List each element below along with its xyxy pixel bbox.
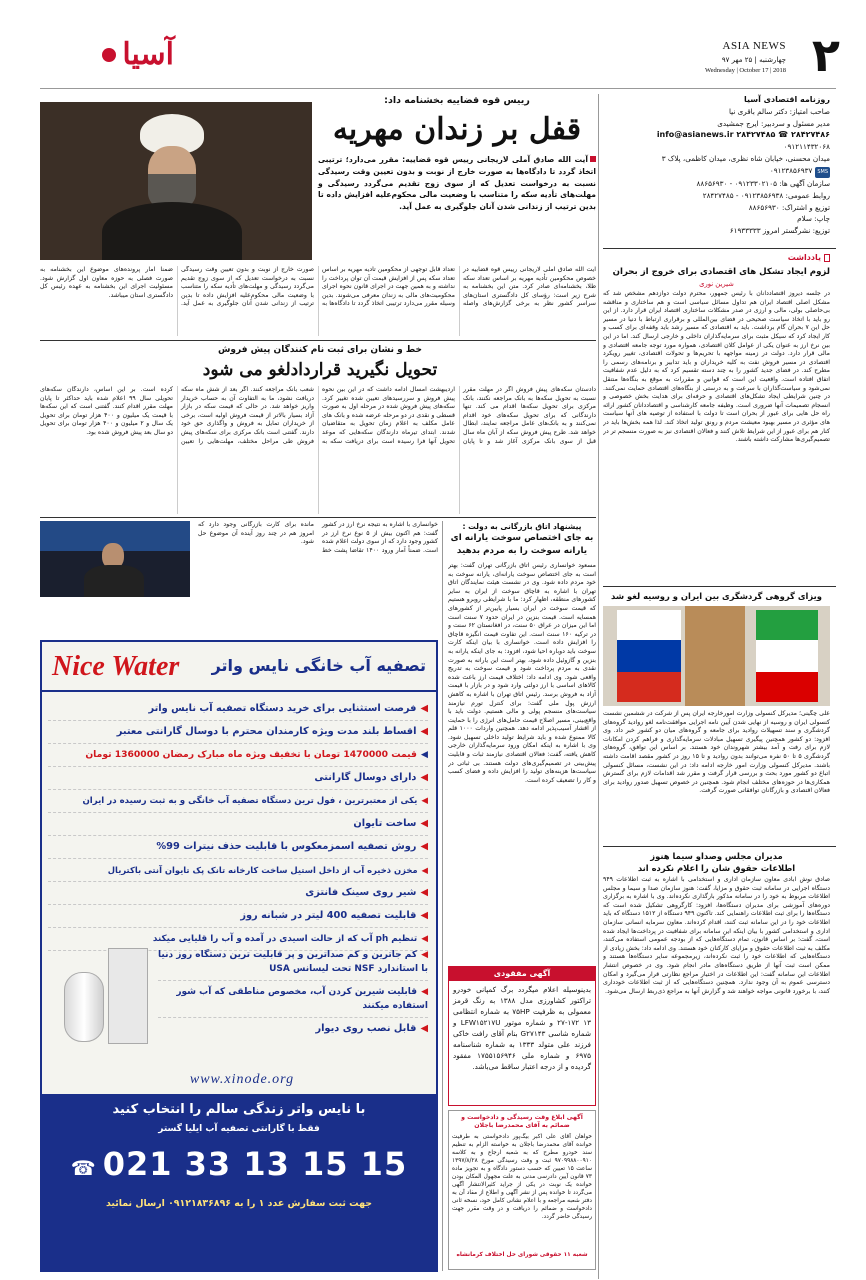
ad-item (158, 981, 428, 1018)
lost-text: بدینوسیله اعلام میگردد برگ کمپانی خودرو تراکتور کشاورزی مدل ۱۳۸۸ به رنگ قرمز معمولی به ظرفیت ۷۵HP به شماره انتظامی ۱۳ ۱۷۲-۲۷ و شماره موتور LFW۱۵۲۱۷U و شماره شاسی G۲۷۱۴۳ بنام آقای رافت خاکی فرزند علی متولد ۱۳۳۳ به شماره شناسنامه ۶۹۷۵ و شماره ملی ۱۷۵۵۱۵۶۹۴۶ مفقود گردیده و از درجه اعتبار ساقط می‌باشد. (453, 985, 591, 1071)
ad-item (48, 882, 428, 905)
photo-caption: خوانساری با اشاره به نتیجه نرخ ارز در کشور گفت: هم اکنون بیش از ۵ نوع نرخ ارز در کشور وجود دارد که از سوی دولت اعلام شده است. ضمناً آمار ورود ۱۴۰۰ تقاضا پشت خط مانده برای کارت بازرگانی وجود دارد که امروز هم در چند روز آینده آن موضوع حل شود. (198, 521, 438, 554)
cleric-robe (102, 202, 242, 260)
story-body: آیت الله صادق آملی لاریجانی رییس قوه قضاییه در خصوص محکومین تأدیه مهریه بر اساس تعداد سکه طلا، بخشنامه‌ای صادر کرد. متن این بخشنامه به شرح زیر است: رؤسای کل دادگستری استان‌های سراسر کشور نظر به برخی گزارش‌های واصله تعداد قابل توجهی از محکومین تأدیه مهریه بر اساس تعداد سکه پس از افزایش قیمت آن توان پرداخت را نداشته و به همین جهت در اجرای قانون نحوه اجرای محکومیت‌های مالی به زندان معرفی می‌شوند. بدین وسیله مقرر می‌دارد ترتیبی اتخاذ گردد تا دادگاه‌ها به صورت خارج از نوبت و بدون تعیین وقت رسیدگی نسبت به درخواست تعدیل که از سوی زوج تقدیم می‌گردد رسیدگی و مهلت‌های تأدیه سکه را متناسب با وضعیت مالی محکوم‌علیه افزایش داده تا بدین ترتیب از زندانی شدن آنان جلوگیری به عمل آید. ضمناً آمار پرونده‌های موضوع این بخشنامه به صورت فصلی به حوزه معاون اول گزارش شود. مسئولیت اجرای این بخشنامه به عهده رئیس کل دادگستری استان میباشد. (40, 266, 596, 308)
coin-story (40, 344, 596, 514)
logo-swoosh (102, 48, 116, 62)
check-icon: ◀ (420, 1023, 428, 1034)
salary-title-2: اطلاعات حقوق شان را اعلام نکرده اند (637, 863, 796, 873)
imprint-line: مدیر مسئول و سردبیر: ایرج جمشیدی (717, 118, 830, 128)
salary-title-1: مدیران مجلس وصداو سیما هنوز (650, 851, 783, 861)
note-label-text: یادداشت (787, 253, 821, 262)
fuel-kicker: پیشنهاد اتاق بازرگانی به دولت : (462, 522, 582, 531)
ad-item-text: قیمت 1470000 تومان با تخفیف ویژه ماه مبارک رمضان 1360000 تومان (85, 749, 417, 760)
visa-photo (603, 606, 830, 706)
lead-marker-icon (590, 156, 596, 162)
nice-water-ad[interactable] (40, 640, 438, 1272)
ad-slogan-2: فقط با گارانتی تصفیه آب ایلیا گستر (158, 1124, 320, 1134)
story-kicker: رییس قوه قضاییه بخشنامه داد: (384, 95, 530, 106)
imprint-line: صاحب امتیاز: دکتر سالم باقری نیا (728, 107, 830, 116)
ad-item-text: قابلیت شیرین کردن آب، مخصوص مناطقی که آب شور استفاده میکنند (176, 987, 428, 1011)
ad-website[interactable]: www.xinode.org (189, 1072, 295, 1087)
check-icon: ◀ (421, 934, 428, 944)
legal-footer: شعبه ۱۱ حقوقی شورای حل اختلاف کرمانشاه (456, 1251, 588, 1258)
cleric-photo (40, 102, 312, 260)
date-fa: چهارشنبه | ۲۵ مهر ۹۷ (721, 56, 786, 64)
imprint-line: روابط عمومی: ۰۹۱۲۳۸۵۶۹۳۸ - ۲۸۴۲۷۴۸۵ (702, 190, 830, 200)
story-lead-text: آیت الله صادق آملی لاریجانی رییس قوه قضاییه: مقرر می‌دارد؛ ترتیبی اتخاذ گردد تا دادگاه‌ها به صورت خارج از نوبت و بدون تعیین وقت رسیدگی نسبت به درخواست تعدیل که از سوی زوج تقدیم می‌گردد رسیدگی و مهلت‌های تأدیه سکه را متناسب با وضعیت مالی محکوم‌علیه افزایش داده تا بدین ترتیب از زندانی شدن آنان جلوگیری به عمل آید. (318, 155, 596, 212)
ad-item-text: فرصت استثنایی برای خرید دستگاه تصفیه آب نایس واتر (148, 703, 417, 714)
ad-title: تصفیه آب خانگی نایس واتر (211, 656, 426, 675)
ad-item-text: دارای دوسال گارانتی (314, 772, 417, 783)
ad-item (158, 944, 428, 981)
ad-item (48, 813, 428, 836)
check-icon: ◀ (420, 726, 428, 737)
page-number: ۲ (811, 28, 840, 82)
ad-phone-text: 021 33 13 15 15 (102, 1145, 408, 1183)
legal-notice (448, 1110, 596, 1270)
check-icon: ◀ (420, 841, 428, 852)
note-author: شیرین نوری (699, 280, 734, 288)
ad-sms: جهت ثبت سفارش عدد ۱ را به ۰۹۱۲۱۸۳۶۸۹۶ ارسال نمائید (105, 1198, 373, 1209)
logo (104, 38, 174, 78)
ad-item (48, 859, 428, 882)
imprint-line: توزیع و اشتراک: ۸۸۶۵۶۹۳۰ (748, 202, 830, 212)
ad-item (48, 790, 428, 813)
ad-footer (42, 1094, 436, 1270)
ad-item (48, 744, 428, 767)
ad-item (158, 1018, 428, 1040)
note-section (603, 252, 830, 582)
imprint-line: ۰۹۱۲۱۱۴۳۲۰۶۸ (783, 142, 830, 152)
imprint-line: سازمان آگهی ها: ۰۹۱۲۳۳۰۲۱۰۵ - ۸۸۶۵۶۹۳۰ (696, 179, 830, 189)
wood-panel (685, 606, 745, 706)
imprint-line: توزیع: نشرگستر امروز ۶۱۹۳۳۳۳۳ (729, 226, 830, 236)
ad-item-text: اقساط بلند مدت ویژه کارمندان محترم با دوسال گارانتی معتبر (116, 726, 417, 737)
khansari-photo (40, 521, 190, 597)
check-icon: ◀ (421, 865, 428, 875)
visa-section (603, 590, 830, 840)
ad-item-text: قابلیت تصفیه 400 لیتر در شبانه روز (240, 910, 417, 921)
note-marker-icon (824, 254, 830, 262)
tank-icon (64, 972, 104, 1042)
ad-item-text: مخزن ذخیره آب از داخل استیل ساخت کارخانه تانک پک تایوان آنتی باکتریال (107, 865, 418, 875)
legal-title: آگهی ابلاغ وقت رسیدگی و دادخواست و ضمائم به آقای محمدرضا باجلان (461, 1114, 583, 1130)
photo-caption-bottom (40, 600, 190, 630)
coin-title: تحویل نگیرید قراردادلغو می شود (202, 360, 438, 380)
date-en: Wednesday | October 17 | 2018 (705, 67, 786, 74)
person-suit (84, 565, 144, 597)
visa-title: ویزای گروهی گردشگری بین ایران و روسیه لغو شد (611, 591, 822, 601)
imprint-title: روزنامه اقتصادی آسیا (743, 95, 830, 104)
check-icon: ◀ (420, 818, 428, 829)
check-icon: ◀ (420, 703, 428, 714)
lost-label: آگهی مفقودی (449, 967, 595, 981)
ad-item-text: شیر روی سینک فانتزی (305, 887, 417, 898)
note-label (603, 252, 830, 264)
visa-body: علی چگینی؛ مدیرکل کنسولی وزارت امورخارجه ایران پس از شرکت در ششمین نشست کنسولی ایران و روسیه از نهایی شدن آیین نامه اجرایی موافقت‌نامه لغو روادید گروه‌های گردشگری و سند تسهیلات روادید برای جامعه و گروه‌های میان دو کشور خبر داد. وی افزود: دو کشور همچنین پیگیری تسهیل مبادلات سرمایه‌گذاری و فراهم کردن امکانات لازم برای رفت و آمد بیشتر شهروندان خود هستند. بر اساس این توافق، گروه‌های گردشگری ۵ تا ۵۰ نفره می‌توانند بدون روادید و تا ۱۵ روز در کشور مقصد اقامت داشته باشند. مدیرکل کنسولی وزارت امور خارجه ادامه داد: در این نشست، مسائل کنسولی اتباع دو کشور مورد بحث و بررسی قرار گرفت و مقرر شد اقدامات لازم برای گسترش همکاری‌ها در حوزه‌های مختلف انجام شود. همچنین در خصوص تسهیل صدور روادید برای فعالان اقتصادی و بازرگانان توافقاتی صورت گرفت. (603, 710, 830, 795)
imprint-contact[interactable]: ۲۸۴۲۷۴۸۶ ☎ ۲۸۴۲۷۴۸۵ info@asianews.ir (656, 130, 830, 140)
phone-icon: ☎ (70, 1156, 97, 1180)
check-icon: ◀ (420, 749, 428, 760)
ad-list-lower (158, 944, 428, 1040)
ad-item-text: کم جاترین و کم صداترین و پر قابلیت ترین دستگاه روز دنیا با استاندارد NSF تحت لیسانس USA (158, 950, 428, 974)
ad-slogan-1: با نایس واتر زندگی سالم را انتخاب کنید (112, 1102, 366, 1117)
imprint-line: ۰۹۱۲۳۸۵۶۹۳۷ (769, 165, 813, 175)
brand-en: ASIA NEWS (722, 40, 786, 52)
ad-list (48, 698, 428, 951)
logo-text: آسیا (122, 37, 174, 72)
ad-item (48, 721, 428, 744)
coin-kicker: خط و نشان برای ثبت نام کنندگان پیش فروش (218, 345, 422, 355)
flag-russia (617, 610, 681, 702)
check-icon: ◀ (420, 910, 428, 921)
story-title: قفل بر زندان مهریه (332, 112, 582, 147)
fuel-story (448, 521, 596, 961)
salary-section (603, 850, 830, 1270)
purifier-image (54, 942, 154, 1052)
salary-body: صادق نوش آبادی معاون سازمان اداری و استخدامی با اشاره به ثبت اطلاعات ۹۴۹ دستگاه اجرایی در سامانه ثبت حقوق و مزایا، گفت: هنوز سازمان صدا و سیما و مجلس اطلاعات مربوط به خود را در سامانه مذکور بارگذاری نکرده‌اند. وی با اشاره به برگزاری دوره‌های آموزشی برای مدیران دستگاه‌ها، افزود: کارگروهی تشکیل شده است که دستگاه‌ها را برای ثبت اطلاعات راهنمایی کند. تاکنون ۹۴۹ دستگاه از ۱۵۱۲ دستگاه که باید اطلاعات خود را در این سامانه ثبت کنند، اقدام کرده‌اند. معاون سرمایه انسانی سازمان اداری و استخدامی کشور با بیان اینکه این سامانه برای شفافیت در پرداخت‌ها ایجاد شده است، گفت: بر اساس قانون، تمام دستگاه‌هایی که از بودجه عمومی استفاده می‌کنند، مکلف به ثبت اطلاعات حقوق و مزایای کارکنان خود هستند. وی ادامه داد: بخش زیادی از دستگاه‌هایی که اطلاعات خود را ثبت نکرده‌اند، زیرمجموعه سایر دستگاه‌ها هستند و ممکن است ثبت آنها از طریق دستگاه‌های مادر انجام شود. وی در خصوص انتشار اطلاعات این سامانه گفت: این اطلاعات در اختیار مراجع نظارتی قرار می‌گیرد و امکان دسترسی عموم به آن وجود ندارد. همچنین دستگاه‌هایی که از ثبت اطلاعات خودداری کنند، با برخورد قانونی مواجه خواهند شد و گزارش آنها به مراجع ذی‌ربط ارسال می‌شود. (603, 876, 830, 995)
fuel-title-2: یارانه سوخت را به مردم بدهید (456, 546, 588, 556)
check-icon: ◀ (420, 772, 428, 783)
check-icon: ◀ (420, 887, 428, 898)
ad-brand: Nice Water (52, 651, 180, 682)
masthead (0, 0, 866, 90)
ad-item-text: یکی از معتبرترین ، فول ترین دستگاه تصفیه آب خانگی و به ثبت رسیده در ایران (82, 796, 418, 806)
filter-unit-icon (108, 948, 148, 1044)
sms-icon: SMS (815, 167, 830, 179)
check-icon: ◀ (421, 987, 428, 997)
fuel-title-1: به جای اختصاص سوخت یارانه ای (450, 533, 594, 543)
ad-item (48, 698, 428, 721)
fuel-body: مسعود خوانساری رئیس اتاق بازرگانی تهران گفت: بهتر است به جای اختصاص سوخت یارانه‌ای، یارانه سوخت به خود مردم داده شود. وی در نشست هیئت نمایندگان اتاق تهران با اشاره به قاچاق سوخت از ایران به سایر کشورهای منطقه، اظهار کرد: ما با شرایطی روبرو هستیم که قیمت سوخت در ایران بسیار پایین‌تر از کشورهای همسایه است. قیمت بنزین در ایران حدود ۷ سنت است اما این میزان در عراق ۵۰ سنت، در افغانستان ۶۲ سنت و در ترکیه ۱۶۰ سنت است. این تفاوت قیمت انگیزه قاچاق را افزایش داده است. خوانساری با بیان اینکه کارت سوخت باید دوباره احیا شود، افزود: به جای اینکه یارانه به بنزین و گازوئیل داده شود، بهتر است این یارانه به صورت نقدی به مردم پرداخت شود و قیمت سوخت به تدریج واقعی شود. وی ادامه داد: اختلاف قیمت ارز باعث شده کالاهای اساسی با ارز دولتی وارد شود و در بازار با قیمت آزاد به فروش برسد. رئیس اتاق تهران با اشاره به کاهش ارزش پول ملی گفت: برای کنترل تورم نیازمند سیاست‌های منسجم پولی و مالی هستیم. دولت باید با واقع‌بینی، مسیر اصلاح قیمت حامل‌های انرژی را با حمایت از اقشار آسیب‌پذیر ادامه دهد. همچنین واردات ۱۰۰۰ قلم کالا ممنوع شده و باید شرایط تولید داخلی تسهیل شود. وی با اشاره به اینکه امکان ورود سرمایه‌گذاران خارجی کاهش یافته، گفت: فعالان اقتصادی نیازمند ثبات و قابلیت پیش‌بینی در تصمیم‌گیری‌های دولت هستند. بی ثباتی در سیاست‌ها هزینه‌های تولید را افزایش داده و فضای کسب و کار را تضعیف کرده است. (448, 562, 596, 784)
imprint-sms (603, 165, 830, 179)
check-icon: ◀ (421, 950, 428, 960)
ad-item-text: قابل نصب روی دیوار (315, 1023, 417, 1034)
legal-text: خواهان آقای علی اکبر بیگ‌پور دادخواستی به طرفیت خوانده آقای محمدرضا باجلان به خواسته الزام به تنظیم سند خودرو مطرح که به شعبه ارجاع و به کلاسه ۹۷۰۹۹۸۸۰۰۹۱۰ ثبت و وقت رسیدگی مورخ ۱۳۹۷/۸/۲۸ ساعت ۱۵ تعیین که حسب دستور دادگاه و به تجویز ماده ۷۳ قانون آیین دادرسی مدنی به علت مجهول المکان بودن خوانده یک نوبت در یکی از جراید کثیرالانتشار آگهی می‌گردد تا خوانده پس از نشر آگهی و اطلاع از مفاد آن به دفتر شعبه مراجعه و با اعلام نشانی کامل خود، نسخه ثانی دادخواست و ضمائم را دریافت و در وقت مقرر جهت رسیدگی حاضر گردد. (452, 1133, 592, 1220)
imprint-address: میدان محسنی، خیابان شاه نظری، میدان کاظمی، پلاک ۳ (661, 153, 830, 163)
ad-item (48, 767, 428, 790)
ad-item-text: روش تصفیه اسمزمعکوس با قابلیت حذف نیترات 99% (156, 841, 417, 852)
ad-item-text: تنظیم ph آب که از حالت اسیدی در آمده و آب را قلیایی میکند (152, 934, 418, 944)
coin-body: دادستان سکه‌های پیش فروش اگر در مهلت مقرر نسبت به تحویل سکه‌ها به بانک مراجعه نکنند، بانک مرکزی برای تحویل سکه‌ها اقدام می کند. تنها دارندگانی که برای تحویل سکه‌های خود اقدام نمی‌کنند و به بانک‌های عامل مراجعه نمایند، ابطال خواهد شد. طرح پیش فروش سکه از آبان ماه سال قبل از سوی بانک مرکزی آغاز شد و تا پایان اردیبهشت امسال ادامه داشت که در این بین نحوه پیش فروش و سررسیدهای تعیین شده تغییر کرد. سکه‌های پیش فروش شده در مرحله اول به صورت قسطی و نقدی در دو مرحله عرضه شده و بانک های عامل مکلف به اعلام زمان تحویل به متقاضیان شدند. ابتدای تیرماه دارندگان سکه‌هایی که موعد تحویل آنها فرا رسیده است برای دریافت سکه به شعب بانک مراجعه کنند. اگر بعد از شش ماه سکه دریافت نشود، ما به التفاوت آن به حساب خریدار واریز خواهد شد. در حالی که قیمت سکه در بازار آزاد بسیار بالاتر از قیمت فروش اولیه است، برخی از خریداران تمایل به فروش و واگذاری حق خود دارند. گفتنی است بانک مرکزی برای سکه‌های پیش فروش طی مراحل مختلف، مهلت‌هایی را تعیین کرده است. بر این اساس، دارندگان سکه‌های تحویلی سال ۹۹ اعلام شده باید حداکثر تا پایان مهلت مقرر اقدام کنند. گفتنی است که این سکه‌ها با قیمت یک میلیون و ۴۰۰ هزار تومان برای تحویل یک سال و ۲ میلیون و ۴۰۰ هزار تومان برای تحویل دو سال بعد پیش فروش شده بود. (40, 386, 596, 445)
note-title: لزوم ایجاد تشکل های اقتصادی برای خروج از بحران (612, 267, 830, 277)
ad-phone[interactable] (42, 1142, 436, 1190)
check-icon: ◀ (421, 796, 428, 806)
imprint-box (603, 94, 830, 244)
note-body: در جلسه دیروز اقتصاددانان با رئیس جمهور، محترم دولت دوازدهم مشخص شد که مشکل اصلی اقتصاد ایران هم تداول مسائل سیاسی است و هم ساختاری و مناقشه بی‌حاصلی بولی، مالی و ارزی در صدر مشکلات ساختاری اقتصاد ایران قرار دارد. از این رو باید با اتخاذ سیاست صحیحی در فضای بین‌المللی و برقراری ارتباط با دنیا در مسیر حل این ۷ بحران گام برداشت. باید به اقتصادی که مسیر رشد باید وقفه‌ای برای کسب و کار ایجاد کرد که سیکل مثبت برای سرمایه‌گذاران داخلی و خارجی ارسال کند. اما در این بین نرخ ارز به عنوان یکی از عوامل کلان اقتصادی، همواره مورد توجه جامعه اقتصادی و مالی قرار دارد. دولت در زمینه مواجهه با تحریم‌ها و تحولات اقتصادی، تغییر رویکرد اقتصادی در مسیر فروش نفت به کلیه خریداران و باید تدابیر و برنامه‌های رسمی را مطرح کند. در فضای جدید کشور را به چند دسته تقسیم کرد که به دلیل عدم شفافیت اتفاق افتاده است. واقعیت این است که قوانین و مقررات به موقع به بنگاه‌ها منتقل نمی‌شود و سیاست‌گذاران با سرعت و به درستی از بنگاه‌های اقتصادی حمایت نمی‌کنند. در چنین شرایطی ایجاد تشکل‌های اقتصادی و حرفه‌ای برای هدایت بخش خصوصی و انسجام تصمیمات آنها ضروری است. وظیفه جامعه کارشناسی و اقتصاددانان کشور ارائه راه حل هایی برای عبور از بحران است تا دولت با استفاده از توصیه های آنها سیاست های مؤثری در مسیر بهبود معیشت مردم و رونق تولید اتخاذ کند. لذا همه بخش‌ها باید در کنار هم برای عبور از این شرایط تلاش کنند و فعالان اقتصادی نیز به صورت منسجم تر در تصمیم‌گیری‌ها مشارکت داشته باشند. (603, 290, 830, 444)
lost-notice (448, 966, 596, 1106)
ad-header (42, 642, 436, 692)
imprint-line: چاپ: سلام (797, 214, 830, 224)
ad-item (48, 836, 428, 859)
ad-item (48, 905, 428, 928)
ad-item-text: ساخت تایوان (353, 818, 417, 829)
flag-iran (756, 610, 818, 702)
story-lead (318, 154, 596, 213)
